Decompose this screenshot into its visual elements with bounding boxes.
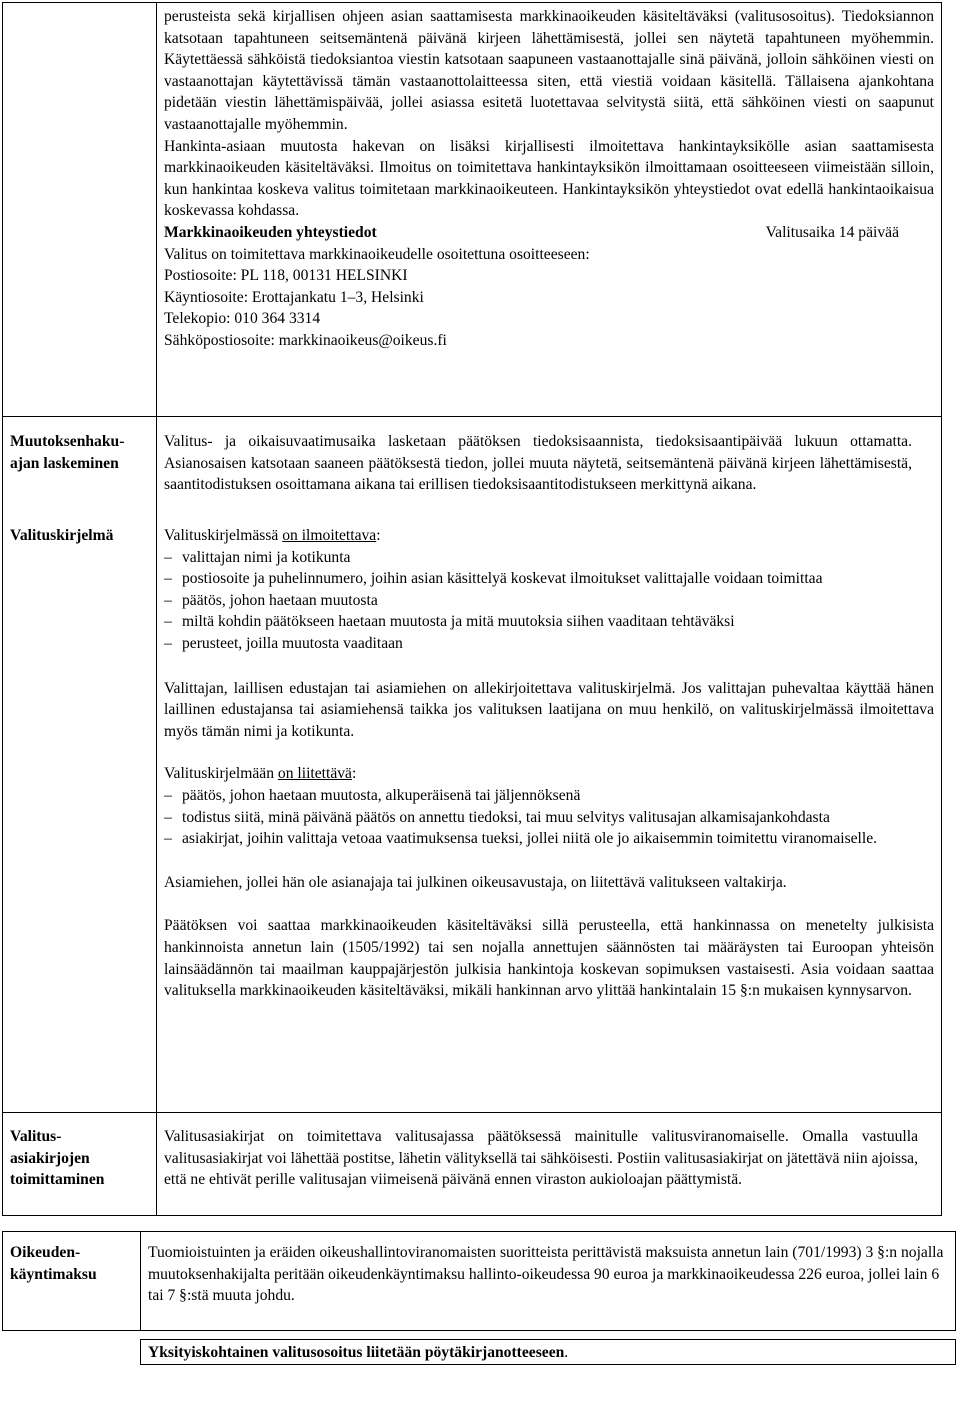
list-item-text: – postiosoite ja puhelinnumero, joihin asian käsittelyä koskevat ilmoitukset valittajalle voidaan toimittaa — [182, 570, 823, 588]
attach-suffix: : — [351, 765, 357, 783]
signature-paragraph: Valittajan, laillisen edustajan tai asiamiehen on allekirjoitettava valituskirjelmä. Jos valittajan puhevaltaa käyttää hänen laillinen edustajansa tai asiamiehensä taikka jos valituksen laatijana on muu henkilö, on valituskirjelmässä ilmoitettava myös tämän nimi ja kotikunta. — [164, 679, 934, 740]
footer-note — [148, 1342, 948, 1364]
attorney-paragraph: Asiamiehen, jollei hän ole asianajaja tai julkinen oikeusavustaja, on liitettävä valitukseen valtakirja. — [164, 873, 787, 891]
must-state-heading — [164, 525, 934, 547]
must-state-suffix: : — [376, 527, 381, 544]
contact-heading-row — [164, 222, 934, 244]
visiting-address: Käyntiosoite: Erottajankatu 1–3, Helsinki — [164, 288, 424, 306]
fee-label-line2: käyntimaksu — [10, 1265, 97, 1283]
deadline-label-line1: Muutoksenhaku- — [10, 433, 125, 450]
list-item — [164, 828, 934, 850]
list-item — [164, 568, 934, 590]
attach-list — [164, 785, 934, 850]
appeal-document-section — [164, 525, 934, 1002]
contact-line: Valitus on toimitettava markkinaoikeudelle osoitettuna osoitteeseen: — [164, 245, 590, 263]
deadline-text: Valitus- ja oikaisuvaatimusaika lasketaan päätöksen tiedoksisaannista, tiedoksisaantipäivää lukuun ottamatta. Asianosaisen katsotaan saaneen päätöksestä tiedon, jollei muuta näytetä, seitsemäntenä päivänä kirjeen lähettämisestä, saantitodistuksen osoittamana aikana tai erillisen tiedoksisaantitodistukseen merkittynä aikana. — [164, 433, 912, 494]
electronic-notice-paragraph: perusteista sekä kirjallisen ohjeen asian saattamisesta markkinaoikeuden käsiteltäväksi (valitusosoitus). Tiedoksiannon katsotaan tapahtuneen seitsemäntenä päivänä kirjeen lähettämisestä, jollei sen näytetä tapahtuneen myöhemmin. Käytettäessä sähköistä tiedoksiantoa viestin katsotaan saapuneen vastaanottajalle sinä päivänä, jolloin sähköinen viesti on vastaanottajan käytettävissä tämän vastaanottolaitteessa siten, että viestiä voidaan käsitellä. Tällaisena ajankohtana pidetään viestin lähettämispäivää, jollei asiassa esitetä luotettavaa selvitystä siitä, että sähköinen viesti on saapunut vastaanottajalle myöhemmin. — [164, 8, 934, 133]
contact-heading: Markkinaoikeuden yhteystiedot — [164, 223, 377, 241]
attach-underlined: on liitettävä — [277, 765, 352, 783]
must-state-list — [164, 547, 934, 655]
list-item: – valittajan nimi ja kotikunta — [164, 547, 934, 569]
delivery-label-line1: Valitus- — [10, 1128, 62, 1145]
list-item: – päätös, johon haetaan muutosta, alkuperäisenä tai jäljennöksenä — [164, 785, 934, 807]
deadline-label-line2: ajan laskeminen — [10, 454, 119, 472]
email-address: Sähköpostiosoite: markkinaoikeus@oikeus.fi — [164, 331, 447, 349]
delivery-text: Valitusasiakirjat on toimitettava valitusajassa päätöksessä mainitulle valitusviranomaiselle. Omalla vastuulla valitusasiakirjat voi lähettää postitse, lähetin välityksellä tai sähköisesti. Postiin valitusasiakirjat on jätettävä niin ajoissa, että ne ehtivät perille valitusajan viimeisenä päivänä ennen viraston aukioloajan päättymistä. — [164, 1128, 918, 1189]
threshold-paragraph: Päätöksen voi saattaa markkinaoikeuden käsiteltäväksi sillä perusteella, että hankinnassa on menetelty julkisista hankinnoista annetun lain (1505/1992) tai sen nojalla annettujen säännösten tai määräysten tai Euroopan yhteisön lainsäädännön tai maailman kauppajärjestön julkisia hankintoja koskevan sopimuksen vastaisesti. Asia voidaan saattaa valituksella markkinaoikeuden käsiteltäväksi, mikäli hankinnan arvo ylittää hankintalain 15 §:n mukaisen kynnysarvon. — [164, 917, 934, 1000]
procurement-notice-paragraph: Hankinta-asiaan muutosta hakevan on lisäksi kirjallisesti ilmoitettava hankintayksikölle asian saattamisesta markkinaoikeuden käsiteltäväksi. Ilmoitus on toimitettava hankintayksikön ilmoittamaan osoitteeseen viimeistään silloin, kun hankintaa koskeva valitus toimitetaan markkinaoikeuteen. Hankintayksikön yhteystiedot ovat edellä hankintaoikaisua koskevassa kohdassa. — [164, 137, 934, 220]
deadline-label — [10, 431, 152, 474]
row-divider-contacts — [2, 416, 942, 417]
footer-period: . — [564, 1344, 569, 1361]
appeal-document-label: Valituskirjelmä — [10, 527, 114, 544]
list-item-text: – todistus siitä, minä päivänä päätös on annettu tiedoksi, tai muu selvitys valitusajan alkamisajankohdasta — [182, 808, 830, 826]
postal-address: Postiosoite: PL 118, 00131 HELSINKI — [164, 267, 408, 285]
row-divider-delivery — [2, 1112, 942, 1113]
fee-label — [10, 1242, 136, 1285]
top-section — [164, 6, 934, 352]
delivery-label-line2: asiakirjojen — [10, 1149, 90, 1167]
footer-bold-text: Yksityiskohtainen valitusosoitus liitetään pöytäkirjanotteeseen — [148, 1344, 565, 1361]
list-item-text: – asiakirjat, joihin valittaja vetoaa vaatimuksensa tueksi, jollei niitä ole jo aikaisemmin toimitettu viranomaiselle. — [182, 830, 878, 848]
attach-prefix: Valituskirjelmään — [164, 765, 278, 783]
fee-label-line1: Oikeuden- — [10, 1244, 81, 1261]
appeal-period: Valitusaika 14 päivää — [765, 223, 899, 241]
list-item: – päätös, johon haetaan muutosta — [164, 590, 934, 612]
list-item: – miltä kohdin päätökseen haetaan muutosta ja mitä muutoksia siihen vaaditaan tehtäväksi — [164, 611, 934, 633]
must-state-underlined: on ilmoitettava — [282, 527, 377, 544]
attach-heading — [164, 763, 934, 785]
list-item: – perusteet, joilla muutosta vaaditaan — [164, 633, 934, 655]
must-state-prefix: Valituskirjelmässä — [164, 527, 283, 544]
fee-column-divider — [140, 1231, 141, 1331]
delivery-label-line3: toimittaminen — [10, 1171, 105, 1189]
fee-text: Tuomioistuinten ja eräiden oikeushallintoviranomaisten suoritteista perittävistä maksuista annetun lain (701/1993) 3 §:n nojalla muutoksenhakijalta peritään oikeudenkäyntimaksu hallinto-oikeudessa 90 euroa ja markkinaoikeudessa 226 euroa, jollei lain 6 tai 7 §:stä muuta johdu. — [148, 1244, 944, 1305]
column-divider — [156, 2, 157, 1216]
fax-number: Telekopio: 010 364 3314 — [164, 310, 321, 328]
list-item — [164, 807, 934, 829]
delivery-label — [10, 1126, 152, 1191]
